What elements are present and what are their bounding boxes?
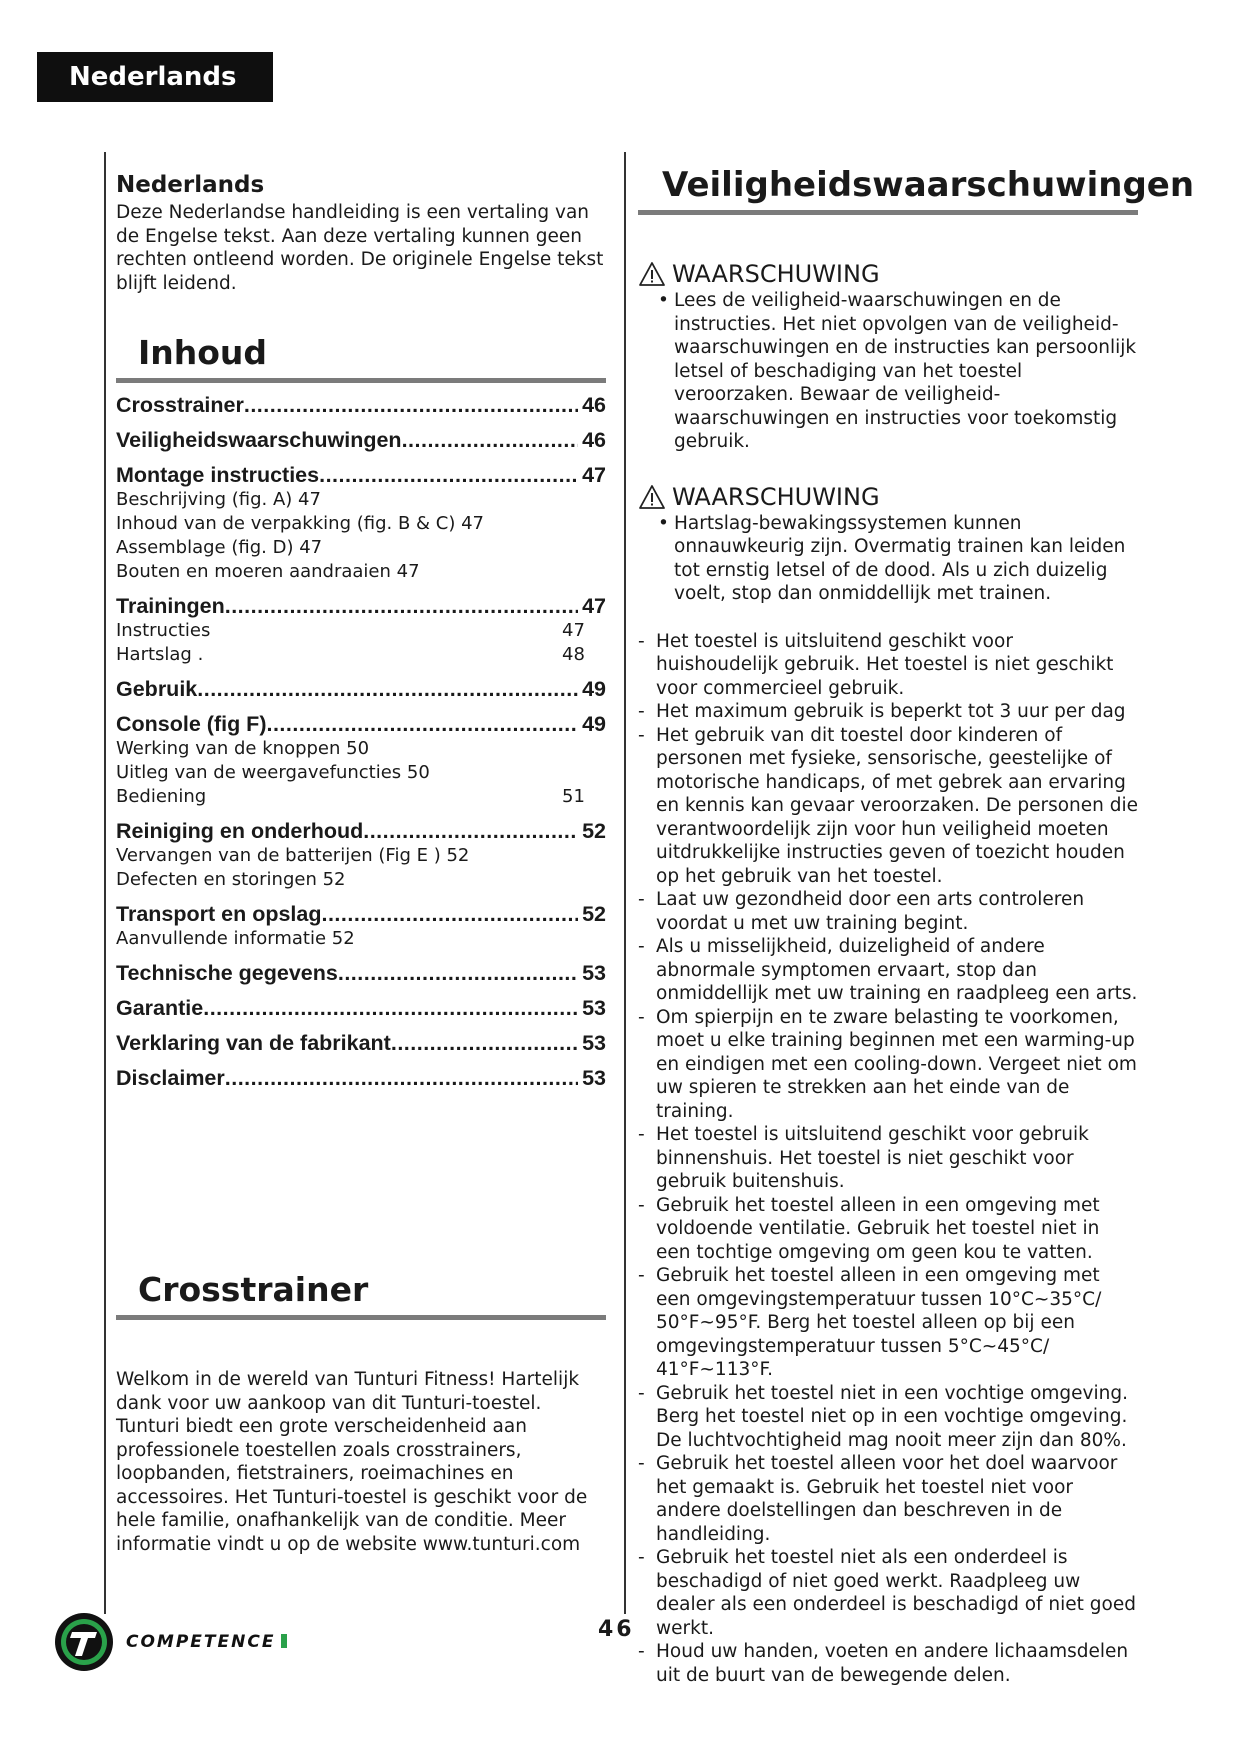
toc-subentry-page: 47: [562, 620, 585, 641]
list-dash: -: [638, 1453, 645, 1474]
safety-list-item: [638, 630, 1138, 701]
toc-main-line[interactable]: [116, 676, 606, 702]
crosstrainer-section: [116, 1270, 606, 1556]
safety-list-item: [638, 1382, 1138, 1453]
warning-heading: [638, 259, 1138, 289]
toc-entry-page: 46: [582, 393, 606, 417]
toc-entry-label: Garantie: [116, 996, 204, 1020]
toc-entry-label: Transport en opslag: [116, 902, 322, 926]
safety-list-item: [638, 1006, 1138, 1124]
toc-entry-page: 53: [582, 1066, 606, 1090]
crosstrainer-text: Welkom in de wereld van Tunturi Fitness! Hartelijk dank voor uw aankoop van dit Tunturi-toestel. Tunturi biedt een grote verscheidenheid aan professionele toestellen zoals crosstrainers, loopbanden, fietstrainers, roeimachines en accessoires. Het Tunturi-toestel is geschikt voor de hele familie, onafhankelijk van de conditie. Meer informatie vindt u op de website www.tunturi.com: [116, 1369, 588, 1555]
toc-entry: [116, 593, 606, 667]
toc-entry: [116, 462, 606, 584]
toc-main-line[interactable]: [116, 593, 606, 619]
toc-leader-dots: [225, 1065, 578, 1091]
toc-entry-label: Console (fig F): [116, 712, 267, 736]
toc-subentry-label: Beschrijving (fig. A) 47: [116, 489, 321, 510]
toc-subentry-page: [562, 927, 606, 951]
list-dash: -: [638, 1382, 645, 1404]
safety-list: [638, 630, 1138, 1688]
warning-triangle-icon: [638, 484, 666, 510]
toc-subentry-page: [562, 844, 606, 868]
toc-entry: [116, 1030, 606, 1056]
list-dash: -: [638, 1006, 645, 1028]
toc-subentry-page: [562, 761, 606, 785]
toc-subentry[interactable]: [116, 619, 606, 643]
safety-item-text: Als u misselijkheid, duizeligheid of andere abnormale symptomen ervaart, stop dan onmiddellijk met uw training en raadpleeg een arts.: [656, 936, 1138, 1004]
safety-list-item: [638, 1123, 1138, 1194]
center-column-divider: [624, 152, 626, 1614]
toc-leader-dots: [266, 711, 578, 737]
toc-main-line[interactable]: [116, 818, 606, 844]
toc-main-line[interactable]: [116, 1030, 606, 1056]
safety-item-text: Het maximum gebruik is beperkt tot 3 uur per dag: [656, 701, 1126, 722]
toc-subentry-label: Werking van de knoppen 50: [116, 738, 370, 759]
intro-text: Deze Nederlandse handleiding is een vertaling van de Engelse tekst. Aan deze vertaling kunnen geen rechten ontleend worden. De originele Engelse tekst blijft leidend.: [116, 202, 604, 294]
toc-entry-label: Montage instructies: [116, 463, 320, 487]
toc-entry-label: Gebruik: [116, 677, 198, 701]
warning-heading-text: WAARSCHUWING: [672, 482, 880, 511]
toc-main-line[interactable]: [116, 1065, 606, 1091]
toc-subentry-page: 51: [562, 786, 585, 807]
toc-entry-label: Veiligheidswaarschuwingen: [116, 428, 402, 452]
crosstrainer-title-rule: [116, 1315, 606, 1320]
toc-subentry-label: Bouten en moeren aandraaien 47: [116, 561, 420, 582]
right-column: [638, 165, 1195, 1687]
toc-main-line[interactable]: [116, 960, 606, 986]
toc-entry: [116, 392, 606, 418]
toc-subentry-label: Hartslag .: [116, 644, 204, 665]
bullet-dot: •: [658, 512, 669, 534]
list-dash: -: [638, 1641, 645, 1662]
toc-entry: [116, 960, 606, 986]
toc-subentry[interactable]: [116, 737, 606, 761]
toc-main-line[interactable]: [116, 711, 606, 737]
toc-entry-page: 49: [582, 712, 606, 736]
toc-leader-dots: [402, 427, 579, 453]
toc-entry-page: 47: [582, 594, 606, 618]
safety-item-text: Gebruik het toestel niet als een onderdeel is beschadigd of niet goed werkt. Raadpleeg uw dealer als een onderdeel is beschadigd of niet goed werkt.: [656, 1547, 1136, 1639]
warning-heading-text: WAARSCHUWING: [672, 260, 880, 288]
toc-entry-page: 52: [582, 902, 606, 926]
toc-entry: [116, 711, 606, 809]
safety-item-text: Het toestel is uitsluitend geschikt voor huishoudelijk gebruik. Het toestel is niet geschikt voor commercieel gebruik.: [656, 630, 1114, 699]
toc-section: [116, 333, 606, 1091]
list-dash: -: [638, 724, 645, 746]
warning-text: Hartslag-bewakingssystemen kunnen onnauwkeurig zijn. Overmatig trainen kan leiden tot ernstig letsel of de dood. Als u zich duizelig voelt, stop dan onmiddellijk met trainen.: [674, 512, 1126, 604]
toc-entry: [116, 818, 606, 892]
toc-entry-page: 53: [582, 996, 606, 1020]
toc-subentry-label: Uitleg van de weergavefuncties 50: [116, 762, 430, 783]
toc-entry: [116, 676, 606, 702]
safety-list-item: [638, 935, 1138, 1006]
toc-subentry[interactable]: [116, 844, 606, 868]
safety-list-item: [638, 1640, 1138, 1687]
safety-item-text: Laat uw gezondheid door een arts controleren voordat u met uw training begint.: [656, 889, 1085, 934]
list-dash: -: [638, 889, 645, 910]
toc-list: [116, 392, 606, 1091]
safety-item-text: Gebruik het toestel niet in een vochtige omgeving. Berg het toestel niet op in een vochtige omgeving. De luchtvochtigheid mag nooit meer zijn dan 80%.: [656, 1382, 1128, 1451]
safety-title: Veiligheidswaarschuwingen: [662, 165, 1195, 205]
toc-main-line[interactable]: [116, 427, 606, 453]
warning-block: [638, 259, 1138, 454]
toc-subentry-label: Bediening: [116, 786, 207, 807]
toc-subentry[interactable]: [116, 536, 606, 560]
toc-entry-label: Verklaring van de fabrikant: [116, 1031, 391, 1055]
safety-item-text: Om spierpijn en te zware belasting te voorkomen, moet u elke training beginnen met een warming-up en eindigen met een cooling-down. Vergeet niet om uw spieren te strekken aan het einde van de training.: [656, 1006, 1137, 1122]
list-dash: -: [638, 630, 645, 652]
warnings: [638, 259, 1138, 606]
toc-entry-page: 46: [582, 428, 606, 452]
toc-leader-dots: [321, 901, 578, 927]
toc-leader-dots: [338, 960, 578, 986]
toc-main-line[interactable]: [116, 462, 606, 488]
warning-heading: [638, 482, 1138, 512]
toc-main-line[interactable]: [116, 901, 606, 927]
safety-list-item: [638, 700, 1138, 724]
toc-leader-dots: [197, 676, 578, 702]
list-dash: -: [638, 1547, 645, 1568]
safety-list-item: [638, 1194, 1138, 1265]
brand-name: COMPETENCE: [126, 1632, 287, 1652]
toc-subentry[interactable]: [116, 560, 606, 584]
safety-list-item: [638, 1264, 1138, 1382]
safety-item-text: Gebruik het toestel alleen voor het doel waarvoor het gemaakt is. Gebruik het toestel niet voor andere doelstellingen dan beschreven in de handleiding.: [656, 1453, 1118, 1545]
toc-subentry-label: Assemblage (fig. D) 47: [116, 537, 323, 558]
toc-leader-dots: [244, 392, 578, 418]
toc-main-line[interactable]: [116, 392, 606, 418]
toc-entry-label: Reiniging en onderhoud: [116, 819, 364, 843]
safety-item-text: Houd uw handen, voeten en andere lichaamsdelen uit de buurt van de bewegende delen.: [656, 1641, 1129, 1686]
toc-entry-page: 49: [582, 677, 606, 701]
toc-subentry[interactable]: [116, 927, 606, 951]
toc-subentry-label: Defecten en storingen 52: [116, 869, 346, 890]
toc-entry: [116, 1065, 606, 1091]
toc-subentry[interactable]: [116, 643, 606, 667]
warning-bullet: [638, 512, 1138, 606]
toc-subentry[interactable]: [116, 761, 606, 785]
left-column-divider: [104, 152, 106, 1614]
crosstrainer-title: Crosstrainer: [138, 1270, 369, 1309]
toc-entry: [116, 901, 606, 951]
toc-leader-dots: [225, 593, 578, 619]
toc-subentry-page: [562, 488, 606, 512]
toc-entry-page: 52: [582, 819, 606, 843]
toc-leader-dots: [203, 995, 578, 1021]
toc-entry-label: Crosstrainer: [116, 393, 244, 417]
tunturi-logo-icon: [52, 1610, 116, 1674]
toc-title-rule: [116, 378, 606, 383]
toc-subentry[interactable]: [116, 785, 606, 809]
warning-block: [638, 482, 1138, 606]
safety-item-text: Gebruik het toestel alleen in een omgeving met voldoende ventilatie. Gebruik het toestel niet in een tochtige omgeving om geen kou te vatten.: [656, 1194, 1100, 1263]
warning-triangle-icon: [638, 261, 666, 287]
toc-subentry[interactable]: [116, 868, 606, 892]
warning-text: Lees de veiligheid-waarschuwingen en de instructies. Het niet opvolgen van de veiligheid-waarschuwingen en de instructies kan persoonlijk letsel of beschadiging van het toestel veroorzaken. Bewaar de veiligheid-waarschuwingen en instructies voor toekomstig gebruik.: [674, 290, 1137, 452]
language-tab: Nederlands: [37, 52, 273, 102]
list-dash: -: [638, 1124, 645, 1145]
intro-heading: Nederlands: [116, 172, 265, 198]
toc-subentry-page: [562, 536, 606, 560]
toc-entry-page: 53: [582, 1031, 606, 1055]
toc-subentry-label: Inhoud van de verpakking (fig. B & C) 47: [116, 513, 484, 534]
safety-title-rule: [638, 210, 1138, 215]
list-dash: -: [638, 936, 645, 957]
toc-leader-dots: [319, 462, 578, 488]
list-dash: -: [638, 701, 645, 722]
toc-entry: [116, 427, 606, 453]
toc-subentry-page: [562, 737, 606, 761]
toc-leader-dots: [363, 818, 578, 844]
toc-subentry-page: [562, 560, 606, 584]
list-dash: -: [638, 1194, 645, 1216]
list-dash: -: [638, 1265, 645, 1286]
toc-leader-dots: [391, 1030, 578, 1056]
safety-list-item: [638, 1546, 1138, 1640]
toc-entry-label: Trainingen: [116, 594, 225, 618]
toc-subentry[interactable]: [116, 488, 606, 512]
warning-bullet: [638, 289, 1138, 454]
left-column: [116, 170, 606, 1555]
toc-entry-page: 53: [582, 961, 606, 985]
safety-item-text: Gebruik het toestel alleen in een omgeving met een omgevingstemperatuur tussen 10°C~35°C/ 50°F~95°F. Berg het toestel alleen op bij een omgevingstemperatuur tussen 5°C~45°C/ 41°F~113°F.: [656, 1265, 1102, 1380]
brand-logo: [52, 1610, 287, 1674]
toc-subentry-label: Instructies: [116, 620, 211, 641]
page-number: 46: [598, 1617, 635, 1642]
toc-title: Inhoud: [138, 333, 268, 372]
toc-subentry-page: 48: [562, 644, 585, 665]
toc-subentry[interactable]: [116, 512, 606, 536]
toc-subentry-page: [562, 512, 606, 536]
toc-subentry-label: Vervangen van de batterijen (Fig E ) 52: [116, 845, 470, 866]
toc-entry-page: 47: [582, 463, 606, 487]
toc-entry: [116, 995, 606, 1021]
safety-list-item: [638, 888, 1138, 935]
bullet-dot: •: [658, 290, 669, 311]
toc-main-line[interactable]: [116, 995, 606, 1021]
safety-item-text: Het toestel is uitsluitend geschikt voor gebruik binnenshuis. Het toestel is niet geschikt voor gebruik buitenshuis.: [656, 1124, 1089, 1192]
safety-list-item: [638, 1452, 1138, 1546]
safety-item-text: Het gebruik van dit toestel door kinderen of personen met fysieke, sensorische, geestelijke of motorische handicaps, of met gebrek aan ervaring en kennis kan gevaar veroorzaken. De personen die verantwoordelijk zijn voor hun veiligheid moeten uitdrukkelijke instructies geven of toezicht houden op het gebruik van het toestel.: [656, 724, 1139, 887]
toc-subentry-label: Aanvullende informatie 52: [116, 928, 355, 949]
toc-entry-label: Disclaimer: [116, 1066, 225, 1090]
safety-list-item: [638, 724, 1138, 889]
toc-entry-label: Technische gegevens: [116, 961, 338, 985]
toc-subentry-page: [562, 868, 606, 892]
